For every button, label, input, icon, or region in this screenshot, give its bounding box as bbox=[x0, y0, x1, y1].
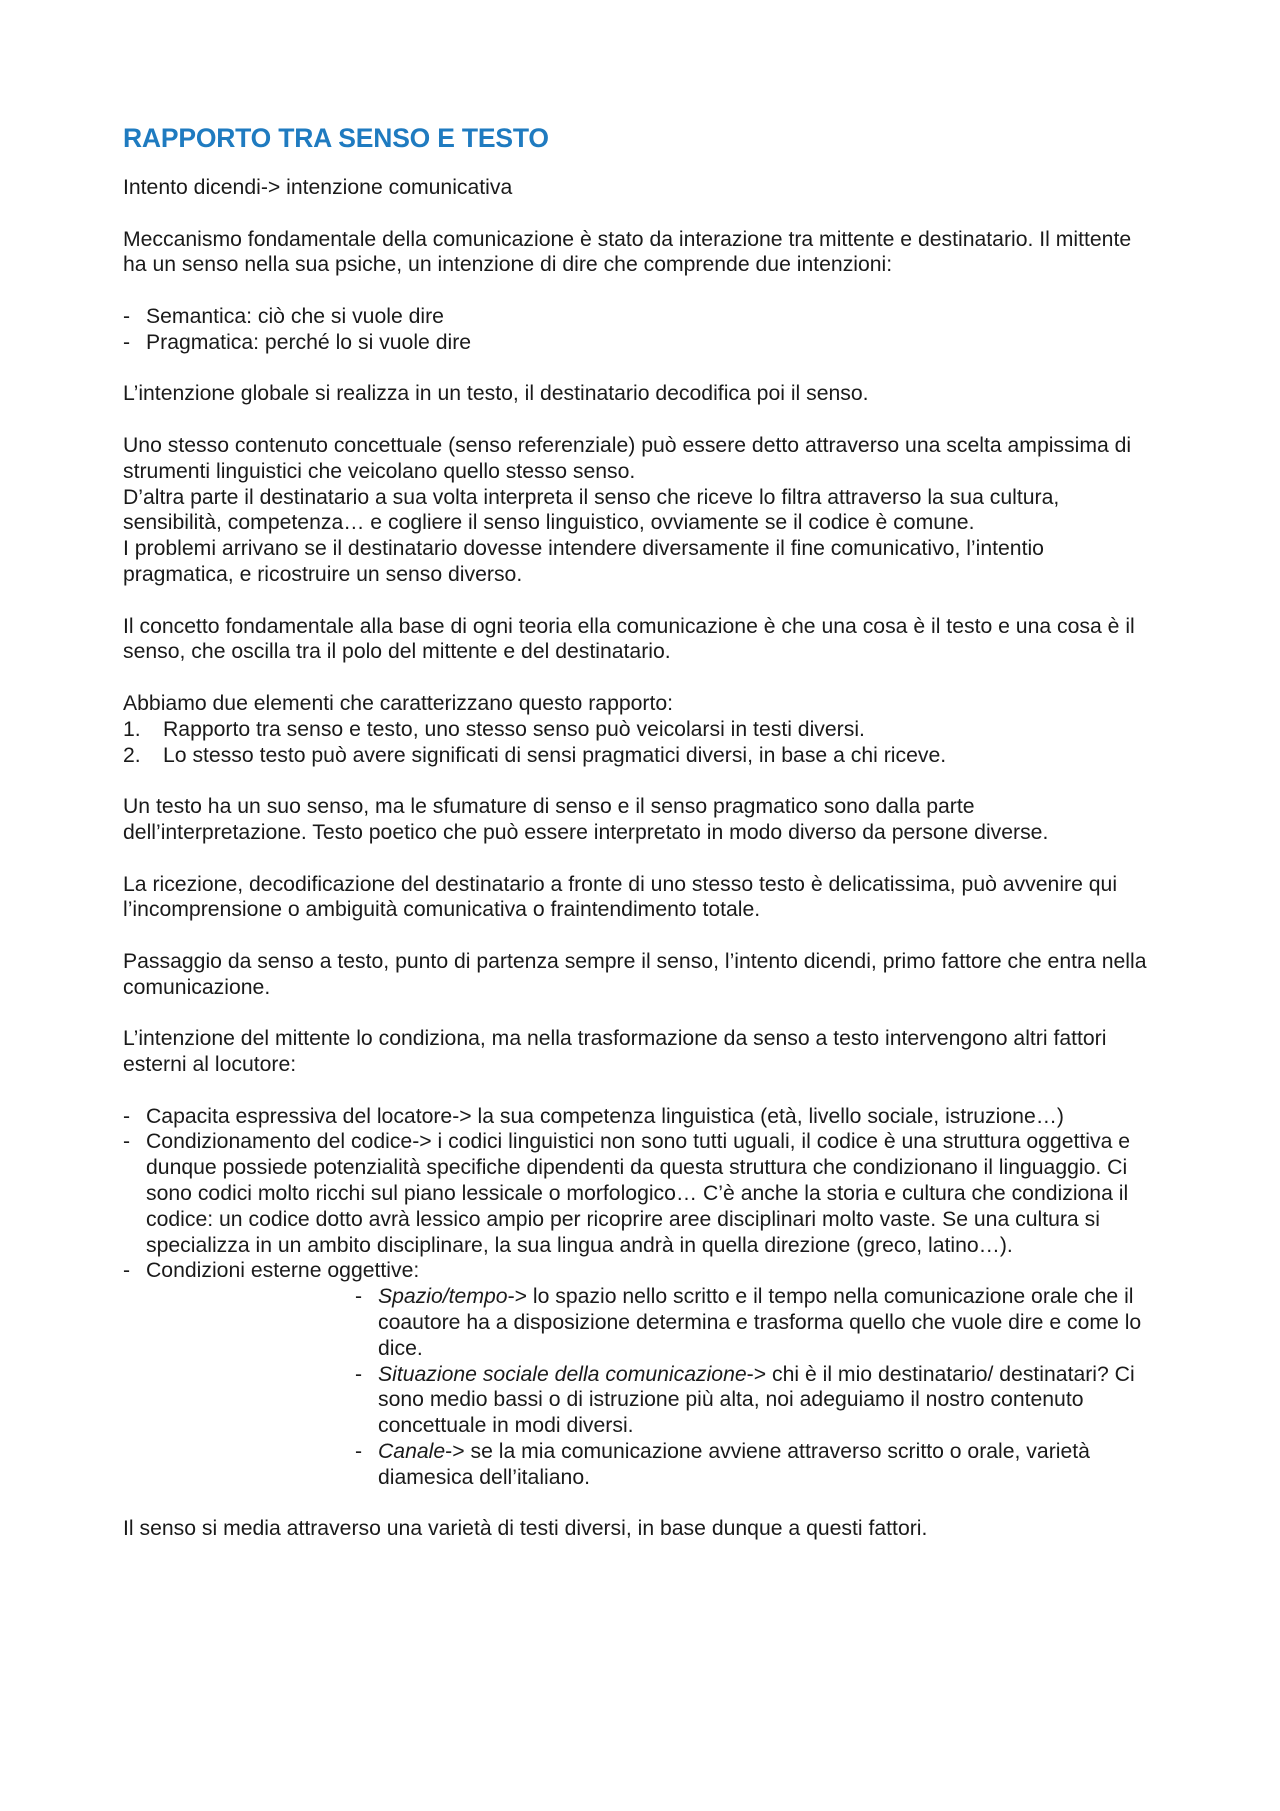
page-title: RAPPORTO TRA SENSO E TESTO bbox=[123, 123, 549, 153]
term-description: -> lo spazio nello scritto e il tempo nella comunicazione orale che il coautore ha a disposizione determina e trasforma quello che vuole dire e come lo dice. bbox=[378, 1285, 1142, 1360]
list-item: - Condizionamento del codice-> i codici linguistici non sono tutti uguali, il codice è una struttura oggettiva e dunque possiede potenzialità specifiche dipendenti da questa struttura che condizionano il linguaggio. Ci sono codici molto ricchi sul piano lessicale o morfologico… C’è anche la storia e cultura che condiziona il codice: un codice dotto avrà lessico ampio per ricoprire aree disciplinari molto vaste. Se una cultura si specializza in un ambito disciplinare, la sua lingua andrà in quella direzione (greco, latino…). bbox=[123, 1129, 1160, 1258]
list-item bbox=[123, 1258, 1160, 1490]
term: Situazione sociale della comunicazione bbox=[378, 1362, 747, 1386]
fattori-list bbox=[123, 1104, 1160, 1491]
list-item: - Pragmatica: perché lo si vuole dire bbox=[123, 330, 1160, 356]
condizioni-list bbox=[146, 1284, 1160, 1490]
elementi-list bbox=[123, 717, 1160, 769]
paragraph-meccanismo: Meccanismo fondamentale della comunicazione è stato da interazione tra mittente e destinatario. Il mittente ha un senso nella sua psiche, un intenzione di dire che comprende due intenzioni: bbox=[123, 227, 1132, 277]
term: Spazio/tempo bbox=[378, 1285, 508, 1309]
intenzioni-list bbox=[123, 304, 1160, 356]
list-item bbox=[123, 743, 1160, 769]
list-text: Lo stesso testo può avere significati di sensi pragmatici diversi, in base a chi riceve. bbox=[163, 743, 947, 767]
term: Canale bbox=[378, 1440, 446, 1464]
list-text: Rapporto tra senso e testo, uno stesso senso può veicolarsi in testi diversi. bbox=[163, 717, 865, 741]
paragraph-sfumature: Un testo ha un suo senso, ma le sfumature di senso e il senso pragmatico sono dalla parte dell’interpretazione. Testo poetico che può essere interpretato in modo diverso da persone diverse. bbox=[123, 795, 1049, 844]
list-text: Condizioni esterne oggettive: bbox=[146, 1259, 420, 1283]
paragraph-intenzione-mittente: L’intenzione del mittente lo condiziona, ma nella trasformazione da senso a testo intervengono altri fattori esterni al locutore: bbox=[123, 1027, 1107, 1077]
term-description: -> se la mia comunicazione avviene attraverso scritto o orale, varietà diamesica dell’italiano. bbox=[378, 1440, 1090, 1489]
paragraph-contenuto-3: I problemi arrivano se il destinatario dovesse intendere diversamente il fine comunicativo, l’intentio pragmatica, e ricostruire un senso diverso. bbox=[123, 537, 1044, 586]
term-description: -> chi è il mio destinatario/ destinatari? Ci sono medio bassi o di istruzione più alta, noi adeguiamo il nostro contenuto concettuale in modi diversi. bbox=[378, 1362, 1135, 1438]
paragraph-contenuto-1: Uno stesso contenuto concettuale (senso referenziale) può essere detto attraverso una scelta ampissima di strumenti linguistici che veicolano quello stesso senso. bbox=[123, 433, 1132, 483]
sub-list-item bbox=[355, 1284, 1160, 1361]
paragraph-elementi: Abbiamo due elementi che caratterizzano questo rapporto: bbox=[123, 691, 674, 715]
list-item: - Capacita espressiva del locatore-> la sua competenza linguistica (età, livello sociale, istruzione…) bbox=[123, 1104, 1160, 1130]
list-number: 2. bbox=[123, 743, 141, 767]
intro-paragraph: Intento dicendi-> intenzione comunicativa bbox=[123, 176, 513, 199]
paragraph-conclusione: Il senso si media attraverso una varietà di testi diversi, in base dunque a questi fattori. bbox=[123, 1517, 928, 1541]
sub-list-item bbox=[355, 1439, 1160, 1491]
list-item: - Semantica: ciò che si vuole dire bbox=[123, 304, 1160, 330]
paragraph-ricezione: La ricezione, decodificazione del destinatario a fronte di uno stesso testo è delicatissima, può avvenire qui l’incomprensione o ambiguità comunicativa o fraintendimento totale. bbox=[123, 872, 1118, 922]
paragraph-contenuto-2: D’altra parte il destinatario a sua volta interpreta il senso che riceve lo filtra attraverso la sua cultura, sensibilità, competenza… e cogliere il senso linguistico, ovviamente se il codice è comune. bbox=[123, 485, 1060, 535]
list-number: 1. bbox=[123, 717, 141, 741]
paragraph-passaggio: Passaggio da senso a testo, punto di partenza sempre il senso, l’intento dicendi, primo fattore che entra nella comunicazione. bbox=[123, 949, 1147, 999]
paragraph-concetto: Il concetto fondamentale alla base di ogni teoria ella comunicazione è che una cosa è il testo e una cosa è il senso, che oscilla tra il polo del mittente e del destinatario. bbox=[123, 614, 1135, 664]
paragraph-globale: L’intenzione globale si realizza in un testo, il destinatario decodifica poi il senso. bbox=[123, 382, 869, 406]
list-item bbox=[123, 717, 1160, 743]
sub-list-item bbox=[355, 1362, 1160, 1439]
